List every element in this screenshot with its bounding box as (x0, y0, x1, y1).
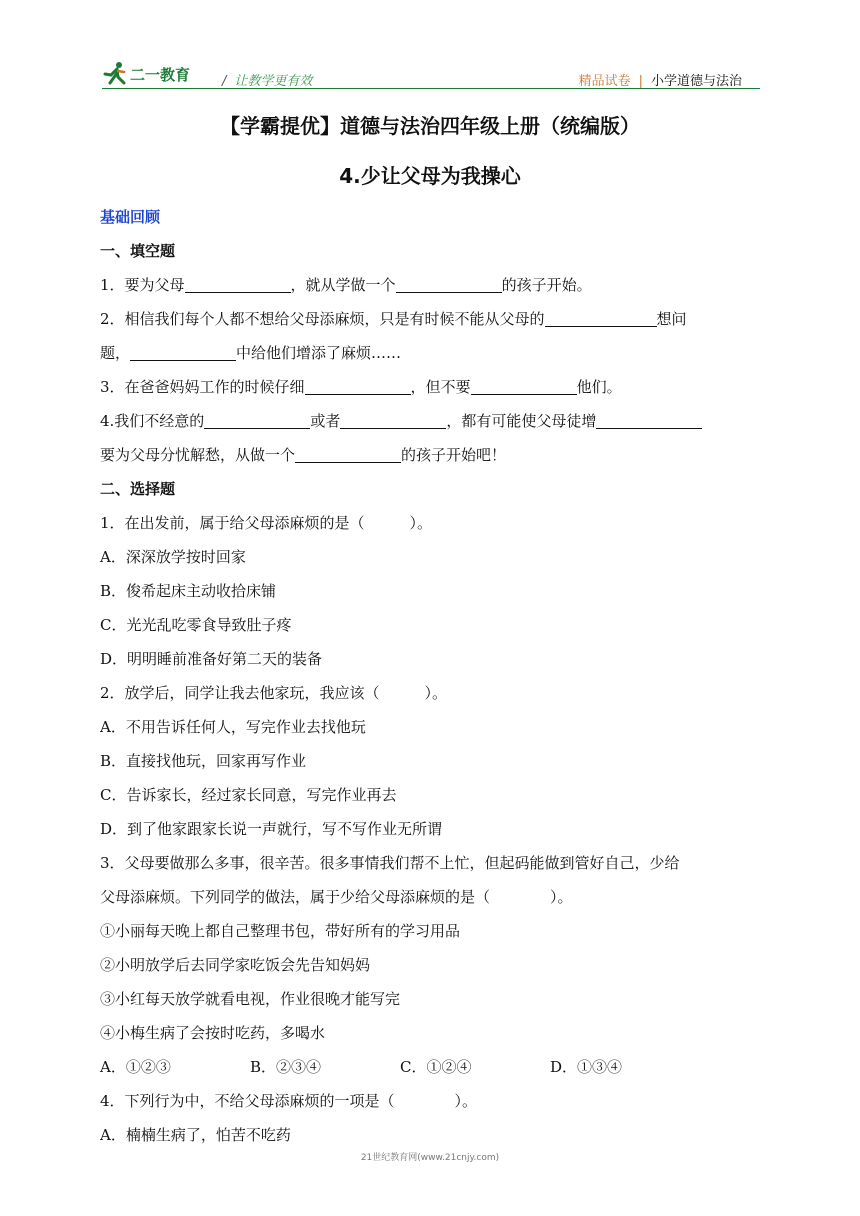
page-title: 【学霸提优】道德与法治四年级上册（统编版） (220, 114, 640, 138)
option[interactable]: A．楠楠生病了，怕苦不吃药 (100, 1126, 291, 1144)
fill-question-2-cont: 题， 中给他们增添了麻烦…… (100, 344, 402, 362)
option[interactable]: C．光光乱吃零食导致肚子疼 (100, 616, 292, 634)
option-row (100, 1050, 762, 1084)
answer-blank[interactable] (340, 410, 446, 429)
answer-blank[interactable] (295, 444, 401, 463)
header-right: 精品试卷 | 小学道德与法治 (578, 74, 742, 89)
subject-label: 小学道德与法治 (650, 74, 742, 89)
answer-blank[interactable] (185, 274, 291, 293)
option[interactable]: C．①②④ (400, 1058, 472, 1076)
option[interactable]: D．①③④ (550, 1058, 623, 1076)
fill-question-4-cont: 要为父母分忧解愁，从做一个 的孩子开始吧！ (100, 446, 507, 464)
header-divider (102, 88, 760, 89)
runner-logo-icon (102, 61, 128, 87)
fill-question-3: 3．在爸爸妈妈工作的时候仔细 ，但不要 他们。 (100, 378, 622, 396)
option[interactable]: B．俊希起床主动收拾床铺 (100, 582, 277, 600)
section-label: 基础回顾 (100, 208, 161, 226)
worksheet-body (100, 200, 762, 1152)
choice-question-3-cont: 父母添麻烦。下列同学的做法，属于少给父母添麻烦的是（ ）。 (100, 888, 573, 906)
option[interactable]: A．不用告诉任何人，写完作业去找他玩 (100, 718, 366, 736)
choice-question-4: 4．下列行为中，不给父母添麻烦的一项是（ ）。 (100, 1092, 478, 1110)
answer-blank[interactable] (396, 274, 502, 293)
lesson-title: 4.少让父母为我操心 (339, 164, 521, 188)
option[interactable]: C．告诉家长，经过家长同意，写完作业再去 (100, 786, 397, 804)
option[interactable]: B．②③④ (250, 1058, 322, 1076)
answer-blank[interactable] (596, 410, 702, 429)
statement-item: ④小梅生病了会按时吃药，多喝水 (100, 1024, 326, 1042)
statement-item: ①小丽每天晚上都自己整理书包，带好所有的学习用品 (100, 922, 461, 940)
statement-item: ③小红每天放学就看电视，作业很晚才能写完 (100, 990, 401, 1008)
answer-blank[interactable] (130, 342, 236, 361)
part-heading-fill: 一、填空题 (100, 242, 176, 260)
choice-question-2: 2．放学后，同学让我去他家玩，我应该（ ）。 (100, 684, 448, 702)
category-label: 精品试卷 (578, 74, 631, 89)
answer-blank[interactable] (204, 410, 310, 429)
answer-blank[interactable] (471, 376, 577, 395)
fill-question-2: 2．相信我们每个人都不想给父母添麻烦，只是有时候不能从父母的 想问 (100, 310, 687, 328)
logo-text: 二一教育 (130, 65, 191, 84)
option[interactable]: A．深深放学按时回家 (100, 548, 246, 566)
page-footer: 21世纪教育网(www.21cnjy.com) (360, 1153, 500, 1163)
part-heading-choice: 二、选择题 (100, 480, 176, 498)
fill-question-4: 4.我们不经意的 或者 ，都有可能使父母徒增 (100, 404, 762, 438)
option[interactable]: B．直接找他玩，回家再写作业 (100, 752, 307, 770)
choice-question-1: 1．在出发前，属于给父母添麻烦的是（ ）。 (100, 514, 433, 532)
fill-question-1: 1．要为父母 ，就从学做一个 的孩子开始。 (100, 276, 592, 294)
logo (102, 58, 190, 90)
answer-blank[interactable] (305, 376, 411, 395)
slogan-text: 让教学更有效 (234, 74, 313, 89)
option[interactable]: D．明明睡前准备好第二天的装备 (100, 650, 323, 668)
answer-blank[interactable] (545, 308, 657, 327)
option[interactable]: A．①②③ (100, 1058, 171, 1076)
option[interactable]: D．到了他家跟家长说一声就行，写不写作业无所谓 (100, 820, 443, 838)
statement-item: ②小明放学后去同学家吃饭会先告知妈妈 (100, 956, 371, 974)
slogan: / 让教学更有效 (222, 74, 313, 89)
choice-question-3: 3．父母要做那么多事，很辛苦。很多事情我们帮不上忙，但起码能做到管好自己，少给 (100, 854, 680, 872)
